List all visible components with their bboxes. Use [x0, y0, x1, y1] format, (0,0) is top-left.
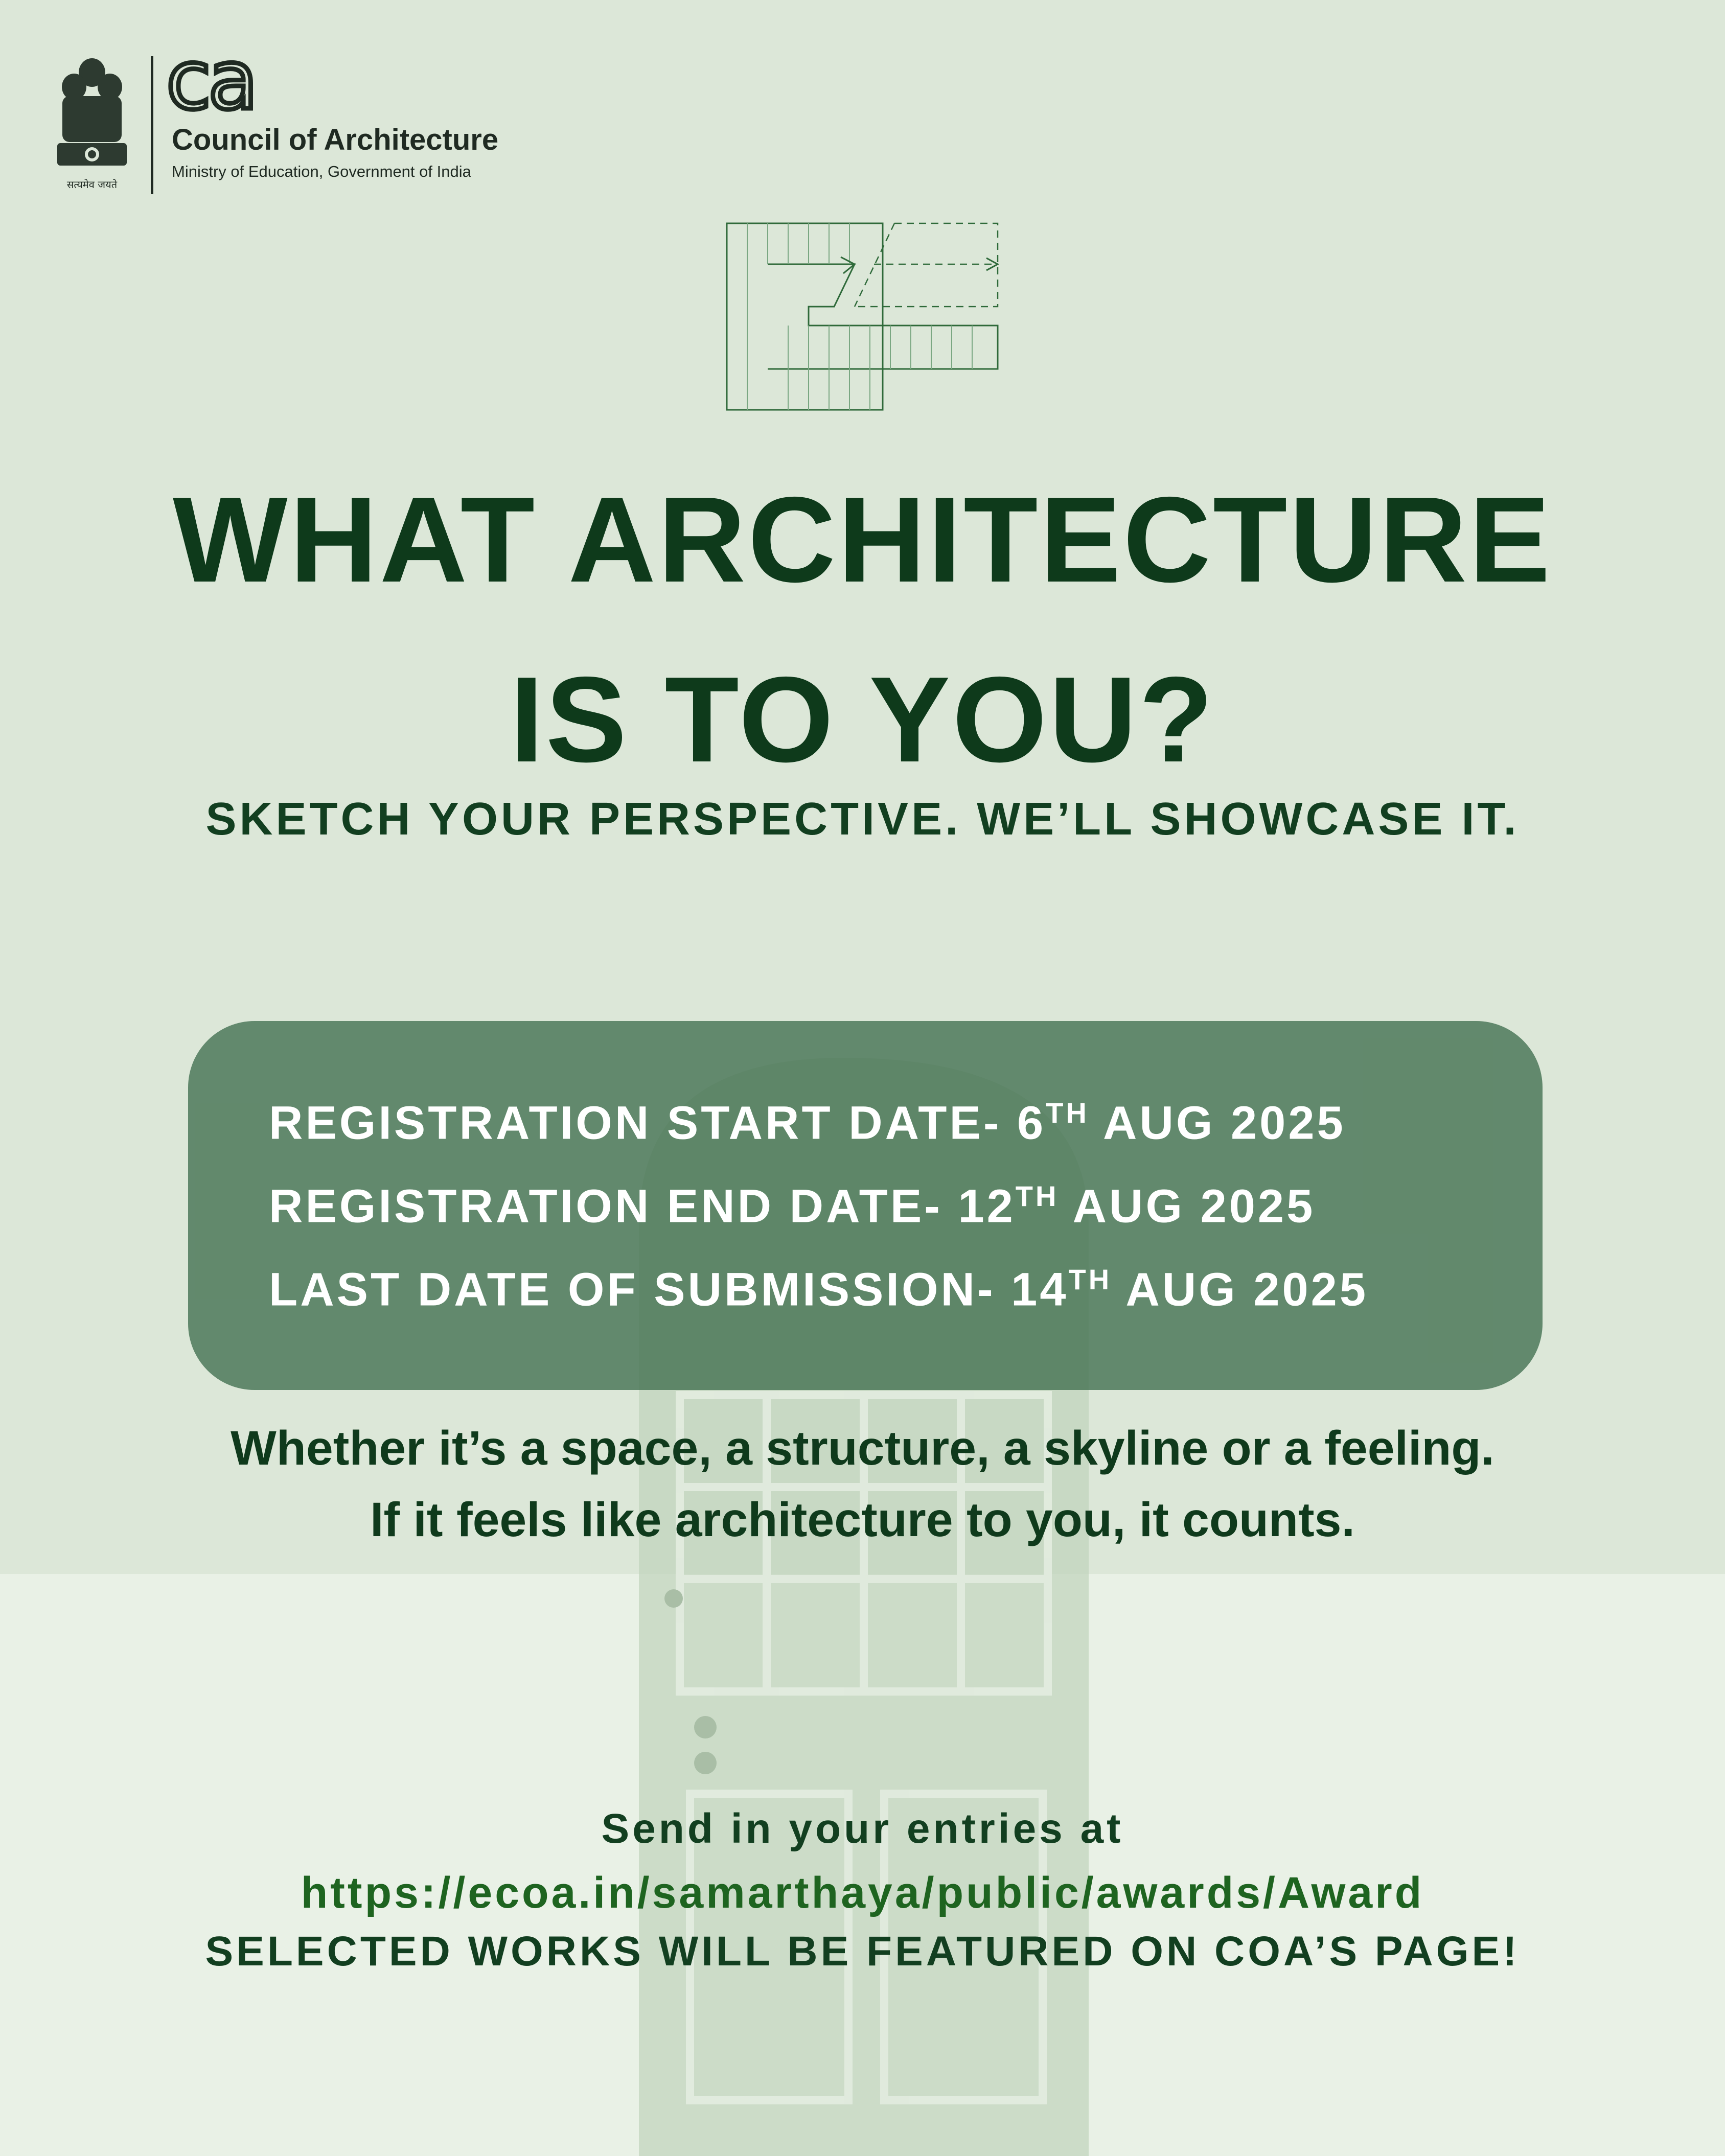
- registration-start-date: REGISTRATION START DATE- 6TH AUG 2025: [269, 1097, 1346, 1149]
- staircase-sketch-icon: [726, 222, 1002, 411]
- headline-line-1: WHAT ARCHITECTURE: [173, 472, 1552, 608]
- subheadline: SKETCH YOUR PERSPECTIVE. WE’LL SHOWCASE IT.: [205, 794, 1520, 845]
- national-emblem-icon: [51, 51, 133, 199]
- featured-notice: SELECTED WORKS WILL BE FEATURED ON COA’S PAGE!: [205, 1928, 1520, 1975]
- council-name: Council of Architecture: [172, 123, 499, 156]
- registration-end-date: REGISTRATION END DATE- 12TH AUG 2025: [269, 1180, 1316, 1233]
- coa-brand-mark: [166, 51, 309, 120]
- send-entries-text: Send in your entries at: [601, 1805, 1124, 1852]
- submission-link[interactable]: https://ecoa.in/samarthaya/public/awards/Award: [301, 1868, 1424, 1917]
- body-text-line-2: If it feels like architecture to you, it counts.: [370, 1493, 1355, 1547]
- dates-panel: [188, 1021, 1543, 1390]
- ministry-name: Ministry of Education, Government of India: [172, 163, 471, 180]
- coa-brand-letters: ca: [166, 51, 256, 120]
- emblem-caption: सत्यमेव जयते: [66, 178, 118, 191]
- body-text-line-1: Whether it’s a space, a structure, a skyline or a feeling.: [231, 1421, 1494, 1475]
- council-logo-header: [51, 51, 542, 199]
- logo-divider: [151, 56, 153, 194]
- headline-line-2: IS TO YOU?: [510, 652, 1215, 787]
- submission-deadline: LAST DATE OF SUBMISSION- 14TH AUG 2025: [269, 1263, 1368, 1316]
